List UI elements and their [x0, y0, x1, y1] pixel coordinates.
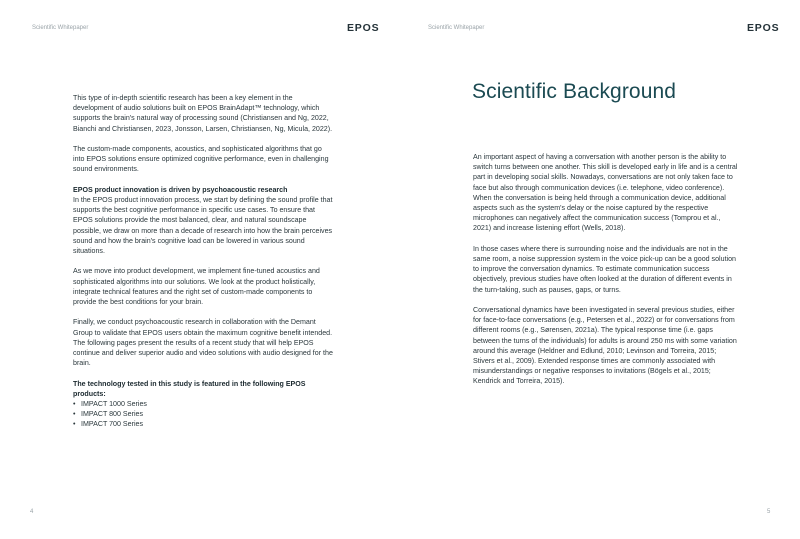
dynamics-paragraph: Conversational dynamics have been investigated in several previous studies, either for face-to-face conversations (e.g., Petersen et al., 2022) or for conversations from different rooms (e.g., Sørensen, 2021a). The typical response time (i.e. gaps between the turns of the individuals) for adults is around 250 ms with some variation around this average (Heldner and Edlund, 2010; Levinson and Torreira, 2015; Stivers et al., 2009). Extended response times are commonly associated with misunderstandings or negative responses to invitations (Bögels et al., 2015; Kendrick and Torreira, 2015).: [473, 306, 737, 386]
left-body-text: [73, 93, 335, 430]
right-body-text: [473, 152, 738, 397]
list-item: • IMPACT 700 Series: [73, 419, 335, 429]
header-label: Scientific Whitepaper: [32, 25, 89, 31]
products-heading: The technology tested in this study is featured in the following EPOS products:: [73, 379, 306, 398]
right-page: [400, 0, 800, 539]
list-item: • IMPACT 1000 Series: [73, 399, 335, 409]
section-title: Scientific Background: [472, 80, 677, 103]
header-label: Scientific Whitepaper: [428, 25, 485, 31]
products-list: [73, 399, 335, 430]
page-number: 5: [767, 509, 771, 515]
innovation-paragraph: In the EPOS product innovation process, we start by defining the sound profile that supports the best cognitive performance in specific use cases. To ensure that EPOS solutions provide the most balanced, clear, and natural soundscape possible, we draw on more than a decade of research into how the brain perceives sound and how the brain's cognitive load can be lowered in various sound situations.: [73, 196, 333, 256]
validation-paragraph: Finally, we conduct psychoacoustic research in collaboration with the Demant Group to validate that EPOS users obtain the maximum cognitive benefit intended. The following pages present the results of a recent study that will help EPOS continue and deliver superior audio and video solutions with audio designed for the brain.: [73, 318, 333, 368]
list-item: • IMPACT 800 Series: [73, 409, 335, 419]
epos-logo: EPOS: [747, 22, 780, 34]
noise-paragraph: In those cases where there is surrounding noise and the individuals are not in the same room, a noise suppression system in the voice pick-up can be a good solution to improve the conversation dynamics. To estimate communication success objectively, previous studies have often looked at the duration of different events in the turn-taking, such as pauses, gaps, or turns.: [473, 244, 737, 294]
innovation-heading: EPOS product innovation is driven by psychoacoustic research: [73, 185, 288, 194]
page-number: 4: [30, 509, 34, 515]
development-paragraph: As we move into product development, we implement fine-tuned acoustics and sophisticated algorithms into our solutions. We look at the product holistically, integrate technical features and the right set of custom-made components to provide the best conditions for your brain.: [73, 267, 320, 307]
epos-logo: EPOS: [347, 22, 380, 34]
turn-taking-paragraph: An important aspect of having a conversation with another person is the ability to switch turns between one another. This skill is developed early in life and is a central part in developing social skills. Nowadays, conversations are not only taken face to face but also through communication devices (i.e. telephone, video conference). When the conversation is being held through a communication device, additional aspects such as the system's delay or the noise captured by the respective microphones can negatively affect the communication success (Tomprou et al., 2021) and increase listening effort (Wells, 2018).: [473, 153, 738, 233]
components-paragraph: The custom-made components, acoustics, and sophisticated algorithms that go into EPOS solutions ensure optimized cognitive performance, even in challenging sound environments.: [73, 145, 329, 174]
intro-paragraph: This type of in-depth scientific research has been a key element in the development of audio solutions built on EPOS BrainAdapt™ technology, which supports the brain's natural way of processing sound (Christiansen and Ng, 2022, Bianchi and Christiansen, 2023, Jonsson, Larsen, Christiansen, Ng, Micula, 2022).: [73, 94, 333, 133]
